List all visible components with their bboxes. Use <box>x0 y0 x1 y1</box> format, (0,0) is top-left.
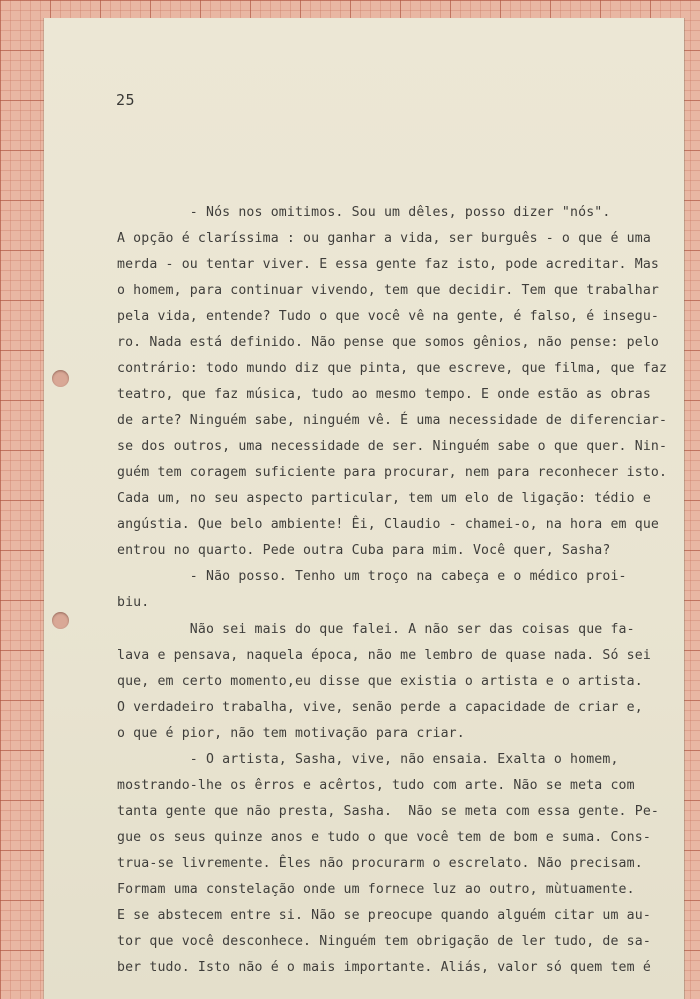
text-line: Formam uma constelação onde um fornece luz ao outro, mùtuamente. <box>117 882 635 897</box>
text-line: Não sei mais do que falei. A não ser das coisas que fa- <box>117 622 635 637</box>
text-line: A opção é claríssima : ou ganhar a vida, ser burguês - o que é uma <box>117 231 651 246</box>
text-line: tor que você desconhece. Ninguém tem obrigação de ler tudo, de sa- <box>117 934 651 949</box>
text-line: E se abstecem entre si. Não se preocupe quando alguém citar um au- <box>117 908 651 923</box>
text-line: ro. Nada está definido. Não pense que somos gênios, não pense: pelo <box>117 335 659 350</box>
text-line: tanta gente que não presta, Sasha. Não se meta com essa gente. Pe- <box>117 804 659 819</box>
text-line: teatro, que faz música, tudo ao mesmo tempo. E onde estão as obras <box>117 387 651 402</box>
text-line: entrou no quarto. Pede outra Cuba para mim. Você quer, Sasha? <box>117 543 611 558</box>
punch-hole <box>52 370 69 387</box>
text-line: o que é pior, não tem motivação para criar. <box>117 726 465 741</box>
text-line: guém tem coragem suficiente para procurar, nem para reconhecer isto. <box>117 465 668 480</box>
text-line: de arte? Ninguém sabe, ninguém vê. É uma necessidade de diferenciar- <box>117 413 668 428</box>
punch-hole <box>52 612 69 629</box>
text-line: se dos outros, uma necessidade de ser. Ninguém sabe o que quer. Nin- <box>117 439 668 454</box>
text-line: que, em certo momento,eu disse que existia o artista e o artista. <box>117 674 643 689</box>
text-line: O verdadeiro trabalha, vive, senão perde a capacidade de criar e, <box>117 700 643 715</box>
text-line: trua-se livremente. Êles não procurarm o escrelato. Não precisam. <box>117 856 643 871</box>
text-line: merda - ou tentar viver. E essa gente faz isto, pode acreditar. Mas <box>117 257 659 272</box>
text-line: angústia. Que belo ambiente! Êi, Claudio - chamei-o, na hora em que <box>117 517 659 532</box>
text-line: gue os seus quinze anos e tudo o que você tem de bom e suma. Cons- <box>117 830 651 845</box>
text-line: ber tudo. Isto não é o mais importante. Aliás, valor só quem tem é <box>117 960 651 975</box>
text-line: Cada um, no seu aspecto particular, tem um elo de ligação: tédio e <box>117 491 651 506</box>
text-line: lava e pensava, naquela época, não me lembro de quase nada. Só sei <box>117 648 651 663</box>
text-line: mostrando-lhe os êrros e acêrtos, tudo com arte. Não se meta com <box>117 778 635 793</box>
typewritten-page <box>44 18 684 999</box>
text-line: - Nós nos omitimos. Sou um dêles, posso dizer "nós". <box>117 205 611 220</box>
text-line: contrário: todo mundo diz que pinta, que escreve, que filma, que faz <box>117 361 668 376</box>
text-line: biu. <box>117 595 150 610</box>
text-line: o homem, para continuar vivendo, tem que decidir. Tem que trabalhar <box>117 283 659 298</box>
text-line: - O artista, Sasha, vive, não ensaia. Exalta o homem, <box>117 752 619 767</box>
text-line: - Não posso. Tenho um troço na cabeça e o médico proi- <box>117 569 627 584</box>
text-line: pela vida, entende? Tudo o que você vê na gente, é falso, é insegu- <box>117 309 659 324</box>
page-number: 25 <box>116 91 136 109</box>
